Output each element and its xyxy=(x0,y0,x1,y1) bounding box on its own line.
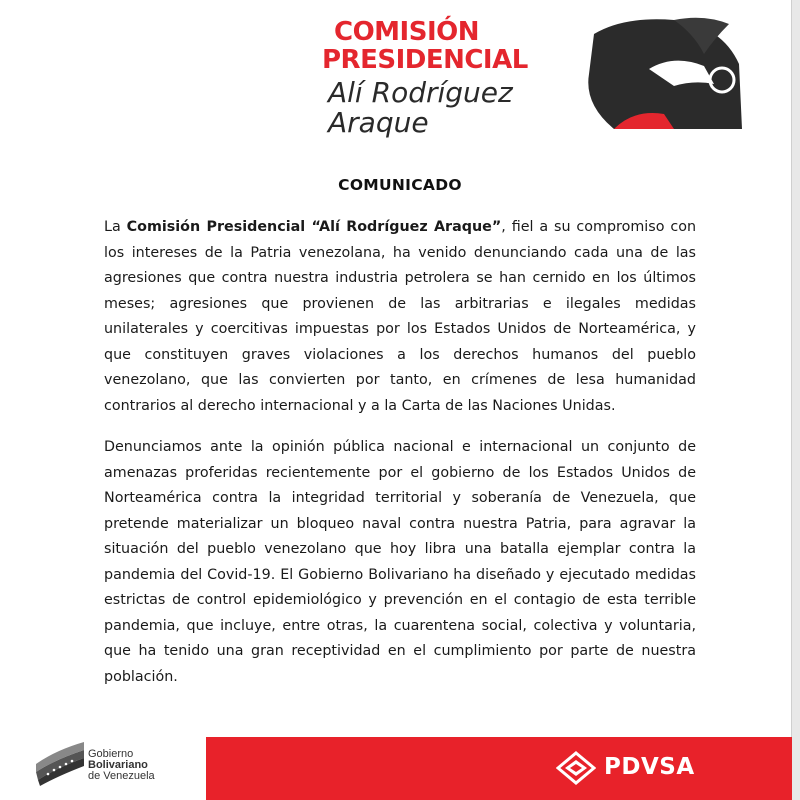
header-name: Alí Rodríguez xyxy=(328,76,513,109)
flag-wave-icon xyxy=(34,742,86,786)
pdvsa-logo-text: PDVSA xyxy=(604,754,695,780)
document-body xyxy=(104,215,696,706)
pdvsa-sun-icon xyxy=(556,751,596,785)
paragraph-1 xyxy=(104,215,696,419)
document-title: COMUNICADO xyxy=(338,176,462,194)
paragraph-1-rest: , fiel a su compromiso con los intereses de la Patria venezolana, ha venido denunciando cada una de las agresiones que contra nuestra industria petrolera se han cernido en los últimos meses; agresiones que provienen de las arbitrarias e ilegales medidas unilaterales y coercitivas impuestas por los Estados Unidos de Norteamérica, y que constituyen graves violaciones a los derechos humanos del pueblo venezolano, que las convierten por tanto, en crímenes de lesa humanidad contrarios al derecho internacional y a la Carta de las Naciones Unidas. xyxy=(104,219,697,414)
portrait-silhouette-icon xyxy=(554,14,744,129)
pdvsa-banner xyxy=(206,737,792,800)
gov-line-3: de Venezuela xyxy=(88,770,155,782)
header-comision: COMISIÓN xyxy=(334,17,479,47)
commission-header xyxy=(322,14,742,139)
paragraph-1-bold: Comisión Presidencial “Alí Rodríguez Araque” xyxy=(126,219,502,235)
header-presidencial: PRESIDENCIAL xyxy=(322,45,528,75)
gov-line-1: Gobierno xyxy=(88,748,134,760)
paragraph-1-lead: La xyxy=(104,219,127,235)
gobierno-bolivariano-logo xyxy=(34,742,184,788)
gobierno-text xyxy=(88,749,155,782)
paragraph-2: Denunciamos ante la opinión pública nacional e internacional un conjunto de amenazas proferidas recientemente por el gobierno de los Estados Unidos de Norteamérica contra la integridad territorial y soberanía de Venezuela, que pretende materializar un bloqueo naval contra nuestra Patria, para agravar la situación del pueblo venezolano que hoy libra una batalla ejemplar contra la pandemia del Covid-19. El Gobierno Bolivariano ha diseñado y ejecutado medidas estrictas de control epidemiológico y prevención en el contagio de esta terrible pandemia, que incluye, entre otras, la cuarentena social, colectiva y voluntaria, que ha tenido una gran receptividad en el cumplimiento por parte de nuestra población. xyxy=(104,439,696,685)
page-edge xyxy=(791,0,800,800)
gov-line-2: Bolivariano xyxy=(88,759,148,771)
header-surname: Araque xyxy=(328,106,429,139)
